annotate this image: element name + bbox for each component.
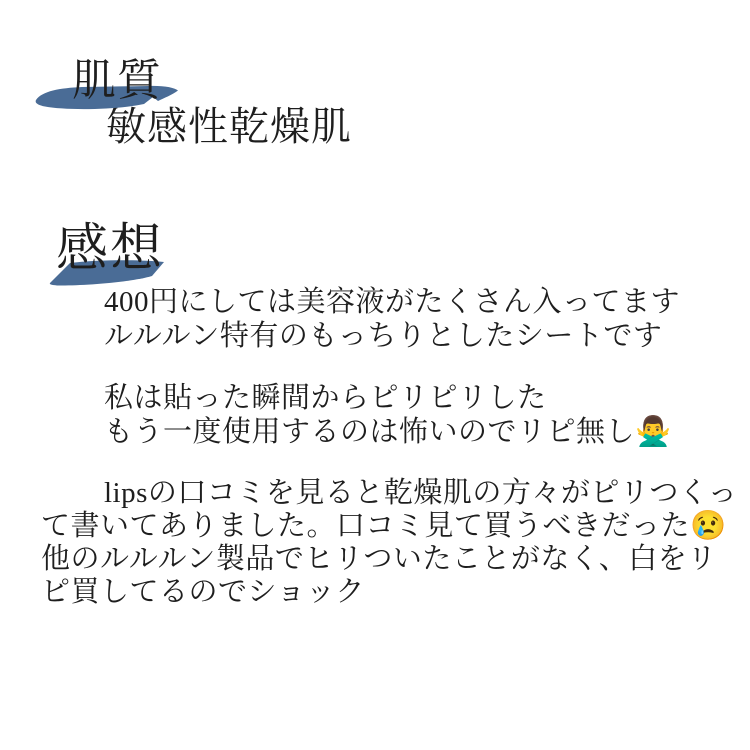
review-line-other-products: 他のルルルン製品でヒリついたことがなく、白をリ <box>41 543 717 575</box>
review-line-tingling: 私は貼った瞬間からピリピリした <box>104 382 547 414</box>
impressions-heading: 感想 <box>56 221 165 278</box>
skin-type-value: 敏感性乾燥肌 <box>106 104 352 149</box>
skin-type-heading: 肌質 <box>72 56 162 105</box>
review-line-price-serum: 400円にしては美容液がたくさん入ってます <box>104 286 681 318</box>
review-line-no-repurchase: もう一度使用するのは怖いのでリピ無し🙅‍♂️ <box>104 416 672 448</box>
review-line-sheet-texture: ルルルン特有のもっちりとしたシートです <box>104 320 663 352</box>
review-line-shock: ピ買してるのでショック <box>41 576 365 608</box>
review-line-should-have-read: て書いてありました。口コミ見て買うべきだった😢 <box>41 510 727 542</box>
review-line-lips-reviews: lipsの口コミを見ると乾燥肌の方々がピリつくっ <box>104 477 738 509</box>
